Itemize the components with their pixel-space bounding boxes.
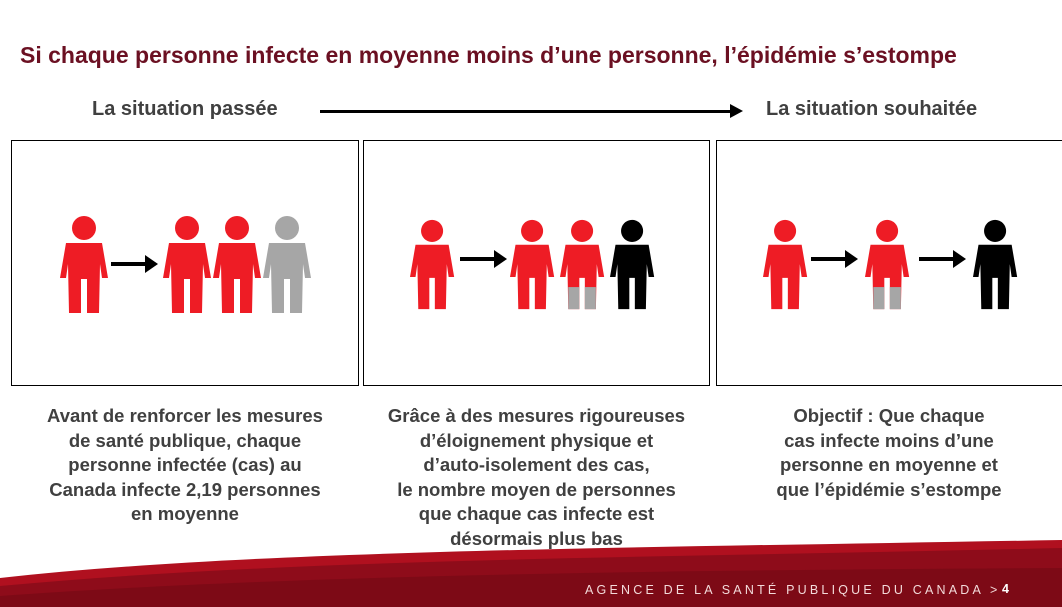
page-number: 4 [1002,582,1009,596]
timeline-arrow-line [320,110,732,113]
caption-line: Avant de renforcer les mesures [47,405,323,426]
caption-line: cas infecte moins d’une [784,429,994,451]
caption-line: Grâce à des mesures rigoureuses [387,405,686,426]
transmission-arrow-icon [919,250,966,268]
slide-title: Si chaque personne infecte en moyenne moins d’une personne, l’épidémie s’estompe [20,42,957,68]
footer-separator: > [990,583,1001,597]
caption-line: d’auto-isolement des cas, [423,454,650,475]
person-infected-icon [213,216,261,313]
panel-desired [716,140,1062,386]
person-infected-icon [510,220,554,309]
caption-line: désormais plus bas [450,527,623,549]
caption-line: personne en moyenne et [780,454,998,475]
panel-past [11,140,359,386]
caption-past [11,404,359,527]
person-fraction-icon [263,216,311,313]
transmission-arrow-icon [460,250,507,268]
caption-line: le nombre moyen de personnes [397,478,676,500]
past-situation-label: La situation passée [92,98,278,120]
agency-name: AGENCE DE LA SANTÉ PUBLIQUE DU CANADA > [585,583,1001,597]
caption-line: que chaque cas infecte est [418,503,655,524]
person-infected-icon [410,220,454,309]
transmission-arrow-icon [811,250,858,268]
caption-current [363,404,710,551]
caption-line: en moyenne [131,503,239,524]
timeline-arrow-head [730,104,743,118]
person-partial-icon [560,220,604,309]
caption-line: de santé publique, chaque [68,429,302,451]
caption-line: que l’épidémie s’estompe [776,478,1002,500]
person-infected-icon [60,216,108,313]
caption-line: Objectif : Que chaque [793,405,985,426]
panel-current [363,140,710,386]
person-partial-icon [865,220,909,309]
caption-line: Canada infecte 2,19 personnes [49,478,321,500]
person-not-infected-icon [973,220,1017,309]
person-infected-icon [163,216,211,313]
person-infected-icon [763,220,807,309]
caption-desired [716,404,1062,502]
transmission-arrow-icon [111,255,158,273]
person-not-infected-icon [610,220,654,309]
caption-line: d’éloignement physique et [419,429,654,451]
caption-line: personne infectée (cas) au [68,454,302,475]
desired-situation-label: La situation souhaitée [766,98,978,120]
